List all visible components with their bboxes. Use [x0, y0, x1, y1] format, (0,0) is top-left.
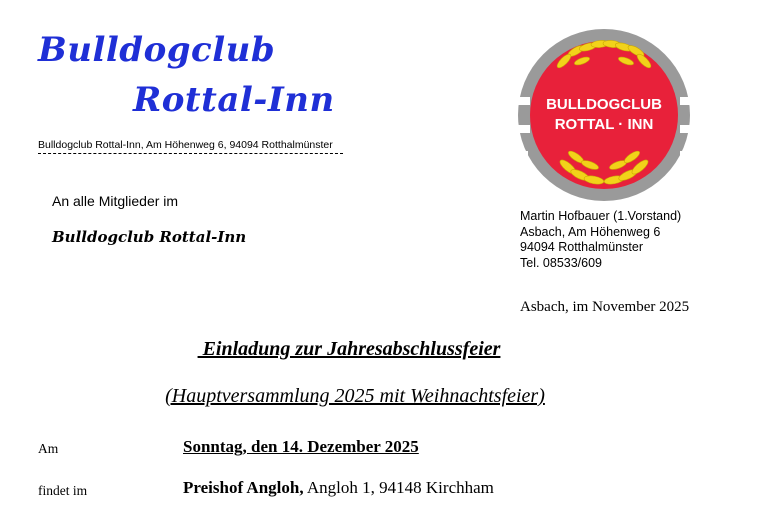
contact-block: [520, 209, 681, 271]
contact-street: Asbach, Am Höhenweg 6: [520, 224, 661, 239]
detail-label-location: findet im: [38, 483, 88, 498]
club-emblem-icon: [516, 27, 692, 203]
logo-text-line1: BULLDOGCLUB: [546, 96, 662, 113]
detail-value-location: [183, 478, 494, 498]
detail-value-date-bold: Sonntag, den 14. Dezember 2025: [183, 437, 419, 456]
sender-address-line: Bulldogclub Rottal-Inn, Am Höhenweg 6, 94094 Rotthalmünster: [38, 139, 343, 154]
logo-text-line2: ROTTAL · INN: [554, 116, 654, 133]
contact-name: Martin Hofbauer (1.Vorstand): [520, 209, 682, 223]
detail-label-date: Am: [38, 441, 59, 456]
invitation-headline-text: Einladung zur Jahresabschlussfeier: [197, 338, 501, 360]
detail-value-date: [183, 437, 419, 457]
letterhead-title-line1: Bulldogclub: [38, 30, 276, 70]
invitation-headline: [0, 338, 698, 361]
recipient-line: An alle Mitglieder im: [52, 193, 179, 209]
detail-value-location-rest: Angloh 1, 94148 Kirchham: [303, 478, 494, 497]
contact-city: 94094 Rotthalmünster: [520, 240, 643, 254]
recipient-club-name: Bulldogclub Rottal-Inn: [52, 228, 247, 246]
date-line: Asbach, im November 2025: [520, 299, 690, 315]
detail-value-location-bold: Preishof Angloh,: [183, 478, 304, 497]
letterhead-title-line2: Rottal-Inn: [133, 80, 335, 120]
invitation-subheadline: (Hauptversammlung 2025 mit Weihnachtsfeier): [165, 385, 545, 407]
contact-phone: Tel. 08533/609: [520, 255, 603, 270]
